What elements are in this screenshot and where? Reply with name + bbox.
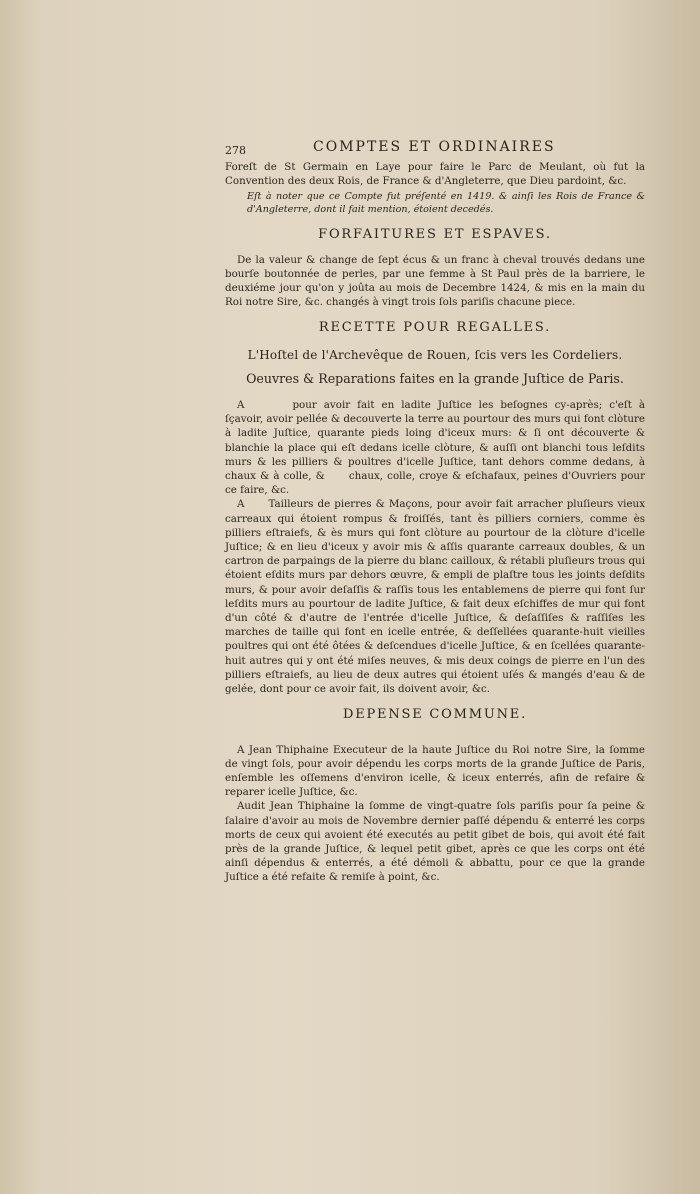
oeuvres-p1-lead: A (237, 399, 245, 412)
heading-forfaitures: FORFAITURES ET ESPAVES. (318, 227, 552, 243)
heading-depense: DEPENSE COMMUNE. (342, 707, 528, 723)
running-head (225, 140, 645, 160)
page-number: 278 (225, 144, 246, 157)
heading-oeuvres: Oeuvres & Reparations faites en la grande Juſtice de Paris. (246, 370, 624, 386)
opening-note: Eſt à noter que ce Compte fut préſenté en 1419. & ainſi les Rois de France & d'Angleterre, dont il fait mention, étoient decedés. (247, 191, 645, 216)
depense-paragraph-1: A Jean Thiphaine Executeur de la haute Juſtice du Roi notre Sire, la ſomme de vingt ſols, pour avoir dépendu les corps morts de la grande Juſtice de Paris, enſemble les oſſemens d'environ icelle, & iceux enterrés, afin de refaire & reparer icelle Juſtice, &c. (225, 743, 645, 799)
opening-paragraph: Foreſt de St Germain en Laye pour faire le Parc de Meulant, où fut la Convention des deux Rois, de France & d'Angleterre, que Dieu pardoint, &c. (225, 161, 645, 188)
oeuvres-paragraph-2 (225, 497, 645, 696)
depense-paragraph-2: Audit Jean Thiphaine la ſomme de vingt-quatre ſols pariſis pour ſa peine & ſalaire d'avoir au mois de Novembre dernier paſſé dépendu & enterré les corps morts de ceux qui avoient été executés au petit gibet de bois, qui avoit été fait près de la grande Juſtice, & lequel petit gibet, après ce que les corps ont été ainſi dépendus & enterrés, a été démoli & abbattu, pour ce que la grande Juſtice a été refaite & remiſe à point, &c. (225, 800, 645, 884)
heading-recette: RECETTE POUR REGALLES. (318, 320, 552, 336)
page-content (225, 140, 645, 885)
oeuvres-p2-lead: A (237, 498, 245, 511)
forfaitures-paragraph: De la valeur & change de ſept écus & un franc à cheval trouvés dedans une bourſe boutonnée de perles, par une femme à St Paul près de la barriere, le deuxiéme jour qu'on y joûta au mois de Decembre 1424, & mis en la main du Roi notre Sire, &c. changés à vingt trois ſols pariſis chacune piece. (225, 253, 645, 309)
recette-entry: L'Hoſtel de l'Archevêque de Rouen, ſcis vers les Cordeliers. (247, 347, 623, 362)
oeuvres-paragraph-1 (225, 398, 645, 497)
oeuvres-p1-body: pour avoir fait en ladite Juſtice les beſognes cy-après; c'eſt à ſçavoir, avoir pellée & decouverte la terre au pourtour des murs qui font clòture à ladite Juſtice, quarante pieds loing d'iceux murs: & ſi ont découverte & blanchie la place qui eſt dedans icelle clòture, & auſſi ont blanchi tous leſdits murs & les pilliers & poultres d'icelle Juſtice, tant dehors comme dedans, à chaux & à colle, & (225, 399, 645, 483)
running-title: COMPTES ET ORDINAIRES (313, 139, 556, 155)
oeuvres-p2-body: Tailleurs de pierres & Maçons, pour avoir fait arracher pluſieurs vieux carreaux qui étoient rompus & froiſſés, tant ès pilliers corniers, comme ès pilliers eſtraiefs, & ès murs qui font clòture au pourtour de la clòture d'icelle Juſtice; & en lieu d'iceux y avoir mis & aſſis quarante carreaux doubles, & un cartron de parpaings de la pierre du blanc cailloux, & rétabli pluſieurs trous qui étoient eſdits murs par dehors œuvre, & empli de plaſtre tous les joints deſdits murs, & pour avoir deſaſſis & raſſis tous les entablemens de pierre qui font ſur leſdits murs au pourtour de ladite Juſtice, & fait deux eſchiffes de mur qui font d'un côté & d'autre de l'entrée d'icelle Juſtice, & deſaſſiſes & raſſiſes les marches de taille qui font en icelle entrée, & deſſellées quarante-huit vieilles poultres qui ont été ôtées & deſcendues d'icelle Juſtice, & en ſcellées quarante-huit autres qui y ont été miſes neuves, & mis deux coings de pierre en l'un des pilliers eſtraiefs, au lieu de deux autres qui étoient uſés & mangés d'eau & de gelée, dont pour ce avoir fait, ils doivent avoir, &c. (225, 498, 645, 696)
oeuvres-p1-end: chaux, colle, croye & eſchafaux, peines d'Ouvriers pour ce faire, &c. (225, 470, 645, 497)
